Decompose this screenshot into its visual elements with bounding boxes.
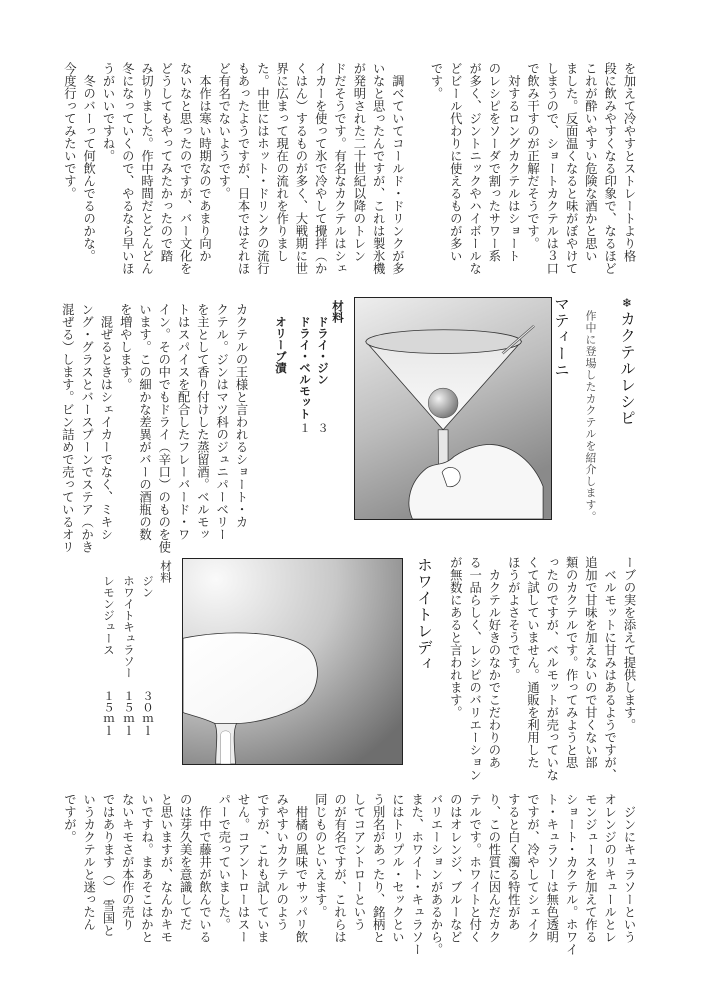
recipe-title-text: カクテルレシピ xyxy=(618,311,636,427)
text-column: を増やします。 xyxy=(118,303,133,391)
text-column: ジンにキュラソーという xyxy=(622,793,636,943)
text-column: のは芽久美を意識してだ xyxy=(178,793,193,931)
martini-ingredients-label: 材料 xyxy=(331,300,345,323)
text-column: どうしてもやってみたかったので踏 xyxy=(158,62,173,262)
text-column: しまうので、ショートカクテルは３口 xyxy=(544,62,559,275)
text-column: ドだそうです。有名なカクテルはシェ xyxy=(332,62,347,275)
text-column: た。中世にはホット・ドリンクの流行 xyxy=(255,62,270,275)
essay-top xyxy=(59,62,638,287)
white-lady-ingredient: ジン xyxy=(141,575,155,598)
text-column: いですね。まあそこはかと xyxy=(139,793,154,943)
martini-amount: ３ xyxy=(316,422,330,434)
text-column: います。この細かな差異がバーの酒瓶の数 xyxy=(137,303,152,541)
text-column: 今度行ってみたいです。 xyxy=(62,62,77,200)
text-column: 混ぜるときはシェイカーでなく、ミキシ xyxy=(98,303,113,541)
martini-ingredient: オリーブ漬 xyxy=(274,316,288,374)
text-column: ショート・カクテル。ホワイ xyxy=(564,793,579,956)
white-lady-amount: １５ｍｌ xyxy=(102,690,116,736)
text-column: クテル。ジンはマツ科のジュニパーベリー xyxy=(214,303,229,541)
text-column: ーブの実を添えて提供します。 xyxy=(622,556,636,731)
text-column: どビール代わりに使えるものが多い xyxy=(448,62,463,262)
text-column: パーで売っていました。 xyxy=(216,793,231,931)
text-column: で飲み干すのが正解だそうです。 xyxy=(525,62,540,250)
text-column: と思いますが、なんかキモ xyxy=(158,793,173,943)
text-column: 対するロングカクテルはショート xyxy=(506,62,521,262)
text-column: もあったようですが、日本ではそれほ xyxy=(236,62,251,275)
text-column: ング・グラスとバースプーンでステア（かき xyxy=(79,303,94,553)
text-column: 作中で藤井が飲んでいる xyxy=(197,793,212,943)
text-column: 界に広まって現在の流れを作りまし xyxy=(274,62,289,262)
text-column: 冬のバーって何飲んでるのかな。 xyxy=(81,62,96,262)
text-column: ました。反面温くなると味がぼやけて xyxy=(564,62,579,275)
text-column: 段に飲みやすくなる印象で、なるほど xyxy=(602,62,617,275)
text-column: オレンジのリキュールとレ xyxy=(602,793,617,943)
text-column: うがいいですね。 xyxy=(100,62,115,162)
text-column: る一品らしく、レシピのバリエーション xyxy=(467,556,482,781)
text-column: また、ホワイト・キュラソー xyxy=(409,793,424,956)
text-column: ほうがよさそうです。 xyxy=(506,556,521,681)
text-column: カクテルの王様と言われるショート・カ xyxy=(234,303,248,528)
text-column: のが有名ですが、これらは xyxy=(332,793,347,943)
white-lady-illustration xyxy=(182,558,403,765)
martini-description xyxy=(57,303,250,553)
text-column: くはん）するものが多く、大戦期に世 xyxy=(293,62,308,275)
text-column: 同じものといえます。 xyxy=(313,793,328,918)
text-column: ですが、これも試していま xyxy=(255,793,270,943)
text-column: カクテル好きのなかでこだわりのあ xyxy=(486,556,501,769)
text-column: ないキモさが本作の売り xyxy=(120,793,135,931)
text-column: ですが、冷やしてシェイク xyxy=(525,793,540,943)
text-column: モンジュースを加えて作る xyxy=(583,793,598,943)
text-column: イカーを使って氷で冷やして攪拌（か xyxy=(313,62,328,275)
white-lady-amount: ３０ｍｌ xyxy=(141,690,155,736)
text-column: ベルモットに甘みはあるようですが、 xyxy=(602,556,617,781)
text-column: すると白く濁る特性があ xyxy=(506,793,521,931)
text-column: ないなと思ったのですが、バー文化を xyxy=(178,62,193,275)
text-column: 追加で甘味を加えないので甘くない部 xyxy=(583,556,598,769)
martini-illustration xyxy=(354,297,552,520)
martini-ingredient: ドライ・ジン xyxy=(316,316,330,385)
text-column: 冬になっていくので、やるなら早いほ xyxy=(120,62,135,275)
text-column: を加えて冷やすとストレートより格 xyxy=(622,62,636,262)
text-column: ではあります（） 雪国と xyxy=(100,793,115,937)
white-lady-amount: １５ｍｌ xyxy=(122,690,136,736)
white-lady-description xyxy=(59,793,638,958)
text-column: イン。その中でもドライ（辛口）のものを使 xyxy=(156,303,171,553)
martini-amount: １ xyxy=(298,422,312,434)
text-column: くて試していません。通販を利用した xyxy=(525,556,540,769)
martini-amount xyxy=(273,422,287,436)
text-column xyxy=(406,62,425,287)
text-column: が発明された二十世紀以降のトレン xyxy=(351,62,366,262)
text-column: いなと思ったんですが、これは製氷機 xyxy=(371,62,386,275)
text-column: のレシピをソーダで割ったサワー系 xyxy=(486,62,501,262)
martini-title: マティーニ xyxy=(552,296,570,379)
white-lady-ingredient: レモンジュース xyxy=(102,575,116,656)
text-column: 調べていてコールド・ドリンクが多 xyxy=(390,62,405,275)
text-column: みやすいカクテルのよう xyxy=(274,793,289,931)
text-column: これが酔いやすい危険な酒かと思い xyxy=(583,62,598,262)
text-column: ですが。 xyxy=(62,793,77,843)
text-column: バリエーションがあるから。 xyxy=(429,793,444,956)
text-column: 本作は寒い時期なのであまり向か xyxy=(197,62,212,262)
white-lady-ingredients-label: 材料 xyxy=(159,560,173,583)
text-column: テルです。ホワイトと付く xyxy=(467,793,482,943)
text-column: いうカクテルと迷ったん xyxy=(81,793,96,931)
martini-ingredient: ドライ・ベルモット xyxy=(298,316,312,420)
text-column: を主として香り付けした蒸留酒。ベルモッ xyxy=(195,303,210,541)
text-column: う別名があったり、銘柄と xyxy=(371,793,386,943)
text-column: が無数にあると言われます。 xyxy=(448,556,463,719)
white-lady-title: ホワイトレディ xyxy=(415,557,433,673)
text-column: が多く、ジントニックやハイボールな xyxy=(467,62,482,275)
snowflake-icon: ❄ xyxy=(620,296,634,311)
white-lady-ingredient: ホワイトキュラソー xyxy=(122,575,136,679)
text-column: 類のカクテルです。作ってみようと思 xyxy=(564,556,579,769)
text-column: にはトリプル・セックとい xyxy=(390,793,405,943)
text-column: のはオレンジ、ブルーなど xyxy=(448,793,463,943)
text-column: です。 xyxy=(429,62,444,100)
text-column: り、この性質に因んだカク xyxy=(486,793,501,943)
recipe-subtitle: 作中に登場したカクテルを紹介します。 xyxy=(584,310,597,523)
martini-description-continued xyxy=(445,556,638,781)
recipe-section-title xyxy=(616,296,638,427)
text-column: み切りました。作中時間だとどんどん xyxy=(139,62,154,275)
text-column: ったのですが、ベルモットが売っていな xyxy=(544,556,559,781)
text-column: トはスパイスを配合したフレーバード・ワ xyxy=(176,303,191,541)
text-column: ト・キュラソーは無色透明 xyxy=(544,793,559,943)
text-column: 柑橘の風味でサッパリ飲 xyxy=(293,793,308,943)
text-column: ど有名でないようです。 xyxy=(216,62,231,200)
text-column: 混ぜる）します。ビン詰めで売っているオリ xyxy=(60,303,75,553)
text-column: してコアントローという xyxy=(351,793,366,931)
text-column: せん。コアントローはスー xyxy=(236,793,251,943)
